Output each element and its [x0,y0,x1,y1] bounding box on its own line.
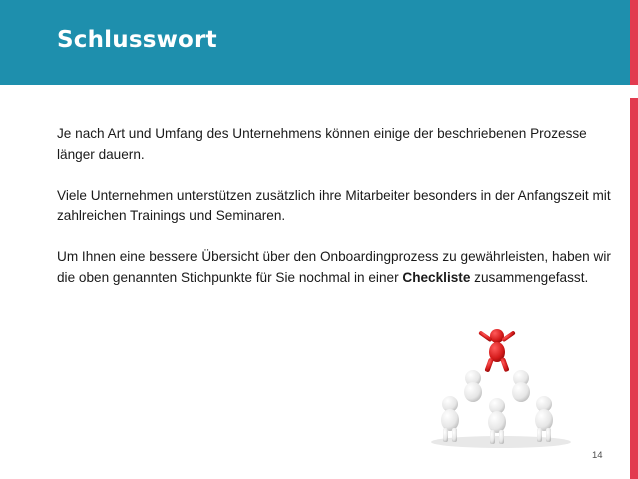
paragraph-3-text-start: Um Ihnen eine bessere Übersicht über den Onboardingprozess zu gewährleisten, haben wir die oben genannten Stichpunkte für Sie nochmal in einer [57,249,611,285]
paragraph-3-text-end: zusammengefasst. [470,269,589,285]
page-title: Schlusswort [57,27,217,53]
human-pyramid-icon [425,328,575,450]
body-text [57,124,617,288]
paragraph-1: Je nach Art und Umfang des Unternehmens können einige der beschriebenen Prozesse länger dauern. [57,126,587,162]
figure-bottom-right [535,396,553,442]
figure-middle-left [464,370,482,402]
side-accent-stripe [630,98,638,479]
figure-middle-right [512,370,530,402]
header-accent-stripe [630,0,638,85]
page-number: 14 [592,450,603,461]
figure-bottom-left [441,396,459,442]
paragraph-2: Viele Unternehmen unterstützen zusätzlich ihre Mitarbeiter besonders in der Anfangszeit mit zahlreichen Trainings und Seminaren. [57,187,611,223]
paragraph-3 [57,247,617,288]
checklist-emphasis: Checkliste [402,269,471,285]
figure-top-red [478,329,516,373]
